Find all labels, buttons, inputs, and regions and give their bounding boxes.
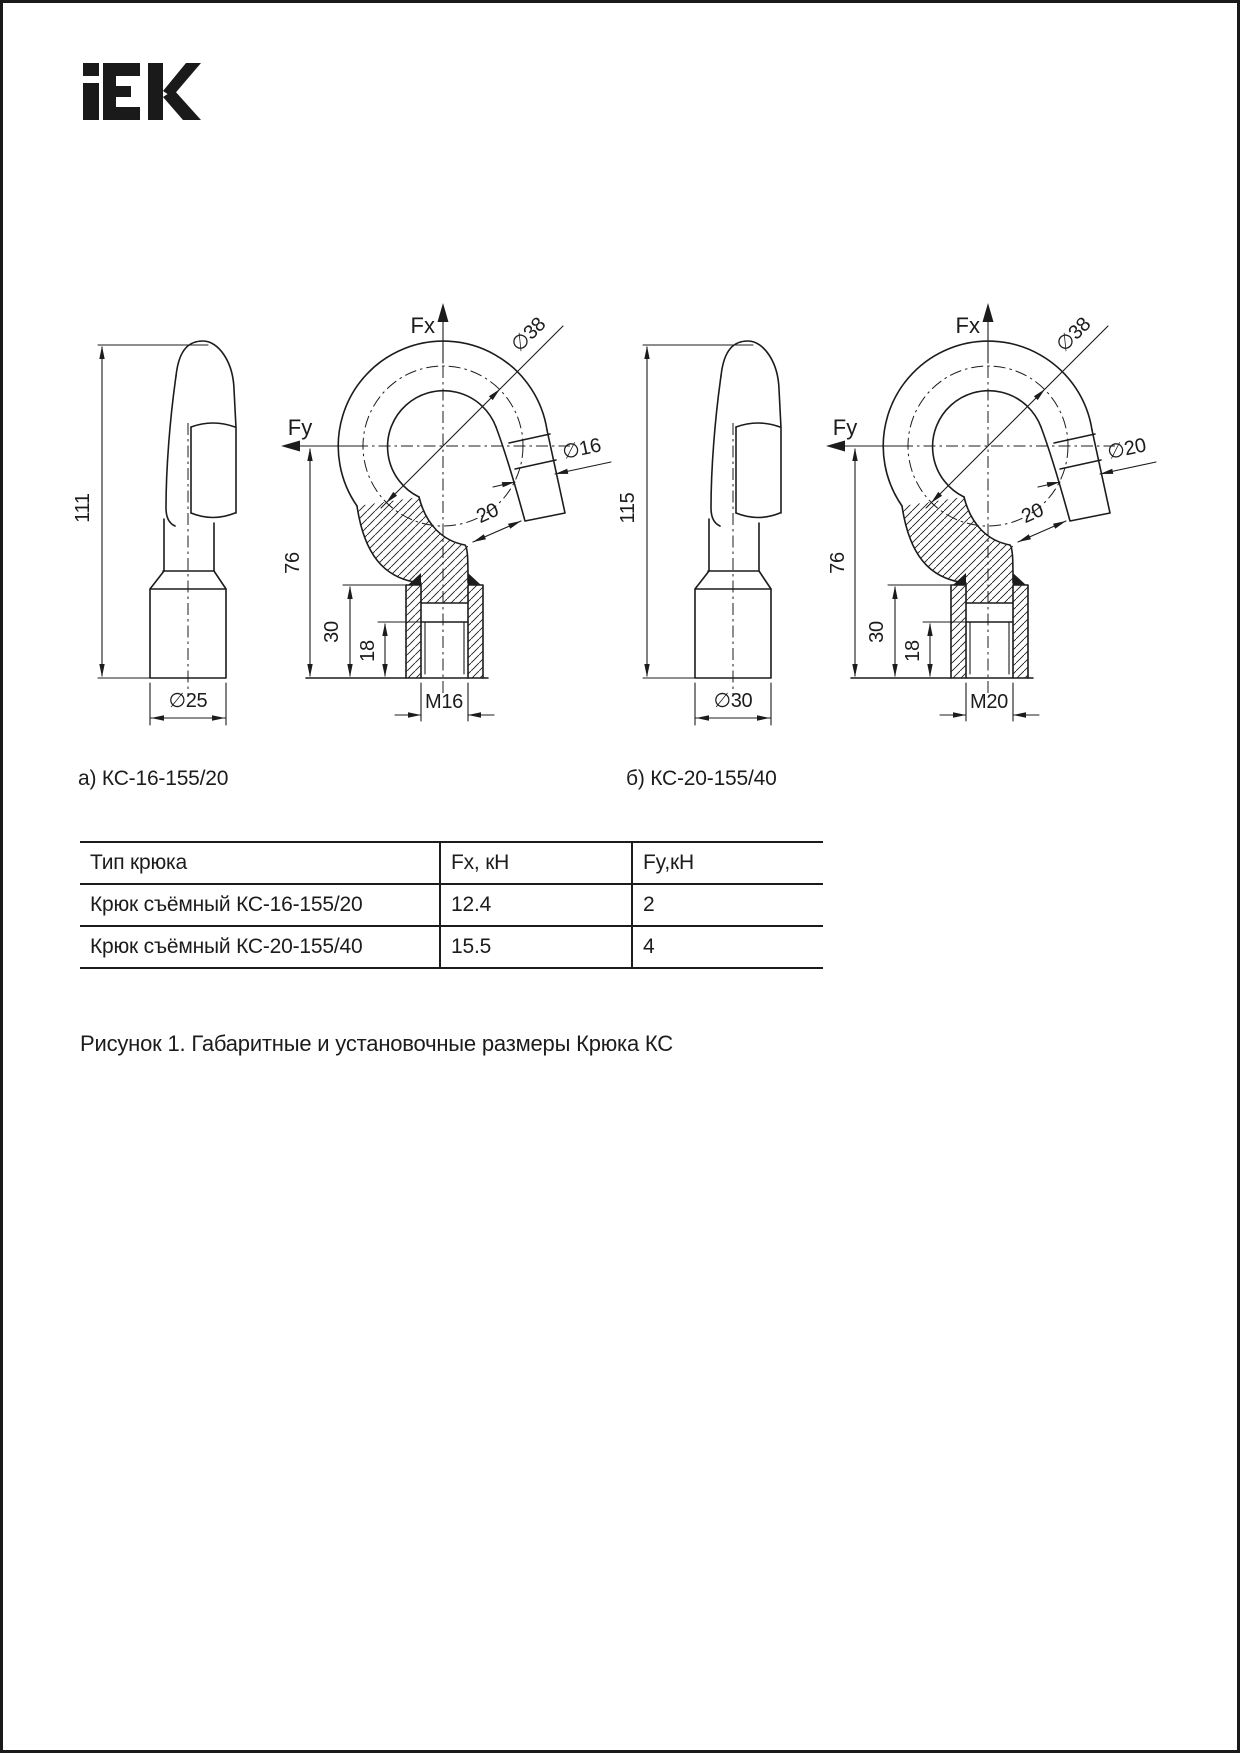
hook-technical-drawing (608, 263, 1158, 743)
thread-depth-dim-label: 18 (902, 640, 924, 662)
front-view (281, 303, 611, 721)
table-row (80, 884, 823, 926)
header-fx: Fx, кН (440, 842, 632, 884)
table-header-row (80, 842, 823, 884)
fy-force-label: Fy (832, 415, 858, 440)
load-table (80, 841, 823, 969)
fy-force-label: Fy (287, 415, 313, 440)
fx-force-label: Fx (955, 313, 980, 338)
iek-logo (83, 63, 201, 120)
drawing-ks-20 (608, 263, 1158, 743)
cell-fx: 12.4 (440, 884, 632, 926)
side-height-dim-label: 111 (72, 493, 94, 523)
front-view (826, 303, 1156, 721)
thread-dim-label: M16 (424, 691, 464, 713)
cell-hook-type: Крюк съёмный КС-16-155/20 (90, 893, 363, 916)
side-diameter-dim-label: ∅25 (168, 690, 208, 712)
bush-height-dim-label: 30 (866, 621, 888, 643)
drawing-ks-16 (63, 263, 613, 743)
rod-diameter-dim-label: ∅38 (1052, 313, 1096, 357)
bush-height-dim-label: 30 (321, 621, 343, 643)
figure-caption: Рисунок 1. Габаритные и установочные размеры Крюка КС (80, 1031, 673, 1056)
cell-fx: 15.5 (440, 926, 632, 968)
brand-name (201, 63, 202, 64)
fx-force-label: Fx (410, 313, 435, 338)
side-height-dim-label: 115 (617, 492, 639, 524)
iek-logo-graphic (83, 63, 201, 120)
header-fy: Fy,кН (632, 842, 823, 884)
tip-diameter-dim-label: ∅16 (560, 434, 604, 464)
rod-diameter-dim-label: ∅38 (507, 313, 551, 357)
side-diameter-dim-label: ∅30 (713, 690, 753, 712)
drawing-b-caption: б) КС-20-155/40 (626, 767, 777, 790)
cell-hook-type: Крюк съёмный КС-20-155/40 (90, 935, 363, 958)
drawing-a-caption: а) КС-16-155/20 (78, 767, 229, 790)
header-hook-type: Тип крюка (90, 851, 187, 874)
tip-diameter-dim-label: ∅20 (1105, 434, 1149, 464)
front-height-dim-label: 76 (827, 552, 849, 574)
thread-depth-dim-label: 18 (357, 640, 379, 662)
thread-dim-label: M20 (969, 691, 1009, 713)
table-row (80, 926, 823, 968)
side-view (72, 341, 236, 725)
cell-fy: 4 (632, 926, 823, 968)
gap-dim-label: 20 (473, 499, 502, 528)
side-view (617, 341, 781, 725)
cell-fy: 2 (632, 884, 823, 926)
gap-dim-label: 20 (1018, 499, 1047, 528)
front-height-dim-label: 76 (282, 552, 304, 574)
hook-technical-drawing (63, 263, 613, 743)
